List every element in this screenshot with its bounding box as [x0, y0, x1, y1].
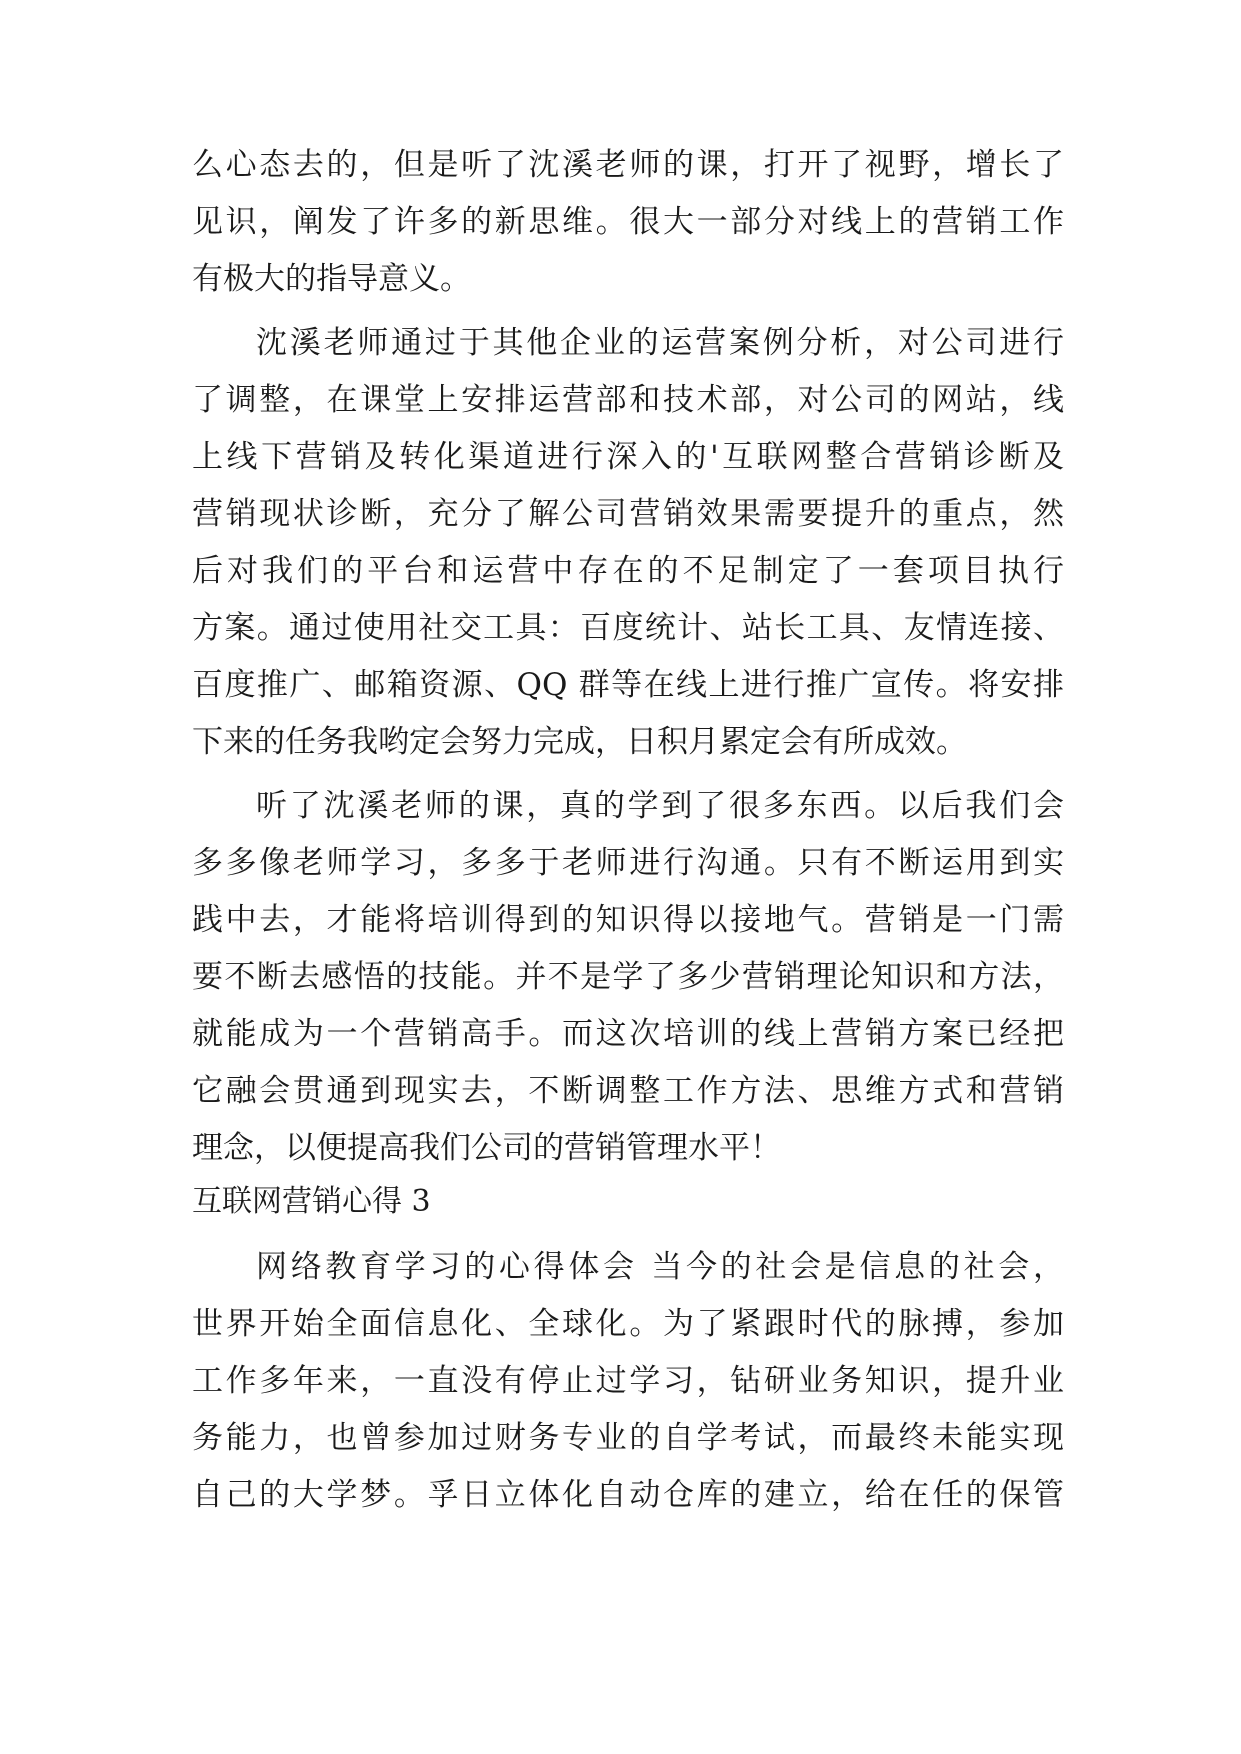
text-line: 了调整，在课堂上安排运营部和技术部，对公司的网站，线: [192, 382, 1064, 418]
text-line: 有极大的指导意义。: [192, 261, 471, 297]
paragraph-first-line: 沈溪老师通过于其他企业的运营案例分析，对公司进行: [256, 325, 1064, 361]
text-line: 理念，以便提高我们公司的营销管理水平！: [192, 1130, 781, 1166]
text-line: 践中去，才能将培训得到的知识得以接地气。营销是一门需: [192, 902, 1064, 938]
paragraph-first-line: 网络教育学习的心得体会 当今的社会是信息的社会，: [256, 1249, 1064, 1285]
text-line: 自己的大学梦。孚日立体化自动仓库的建立，给在任的保管: [192, 1477, 1064, 1513]
text-line: 就能成为一个营销高手。而这次培训的线上营销方案已经把: [192, 1016, 1064, 1052]
text-line: 工作多年来，一直没有停止过学习，钻研业务知识，提升业: [192, 1363, 1064, 1399]
paragraph-first-line: 听了沈溪老师的课，真的学到了很多东西。以后我们会: [256, 788, 1064, 824]
text-line: 要不断去感悟的技能。并不是学了多少营销理论知识和方法，: [192, 959, 1064, 995]
text-line: 上线下营销及转化渠道进行深入的'互联网整合营销诊断及: [192, 439, 1064, 475]
section-heading: 互联网营销心得 3: [192, 1184, 431, 1219]
text-line: 后对我们的平台和运营中存在的不足制定了一套项目执行: [192, 553, 1064, 589]
text-line: 营销现状诊断，充分了解公司营销效果需要提升的重点，然: [192, 496, 1064, 532]
text-line: 方案。通过使用社交工具：百度统计、站长工具、友情连接、: [192, 610, 1064, 646]
text-line: 见识，阐发了许多的新思维。很大一部分对线上的营销工作: [192, 204, 1064, 240]
text-line: 下来的任务我哟定会努力完成，日积月累定会有所成效。: [192, 724, 967, 760]
text-line: 它融会贯通到现实去，不断调整工作方法、思维方式和营销: [192, 1073, 1064, 1109]
text-line: 多多像老师学习，多多于老师进行沟通。只有不断运用到实: [192, 845, 1064, 881]
text-line: 么心态去的，但是听了沈溪老师的课，打开了视野，增长了: [192, 147, 1064, 183]
text-line: 百度推广、邮箱资源、QQ 群等在线上进行推广宣传。将安排: [192, 667, 1064, 703]
text-line: 世界开始全面信息化、全球化。为了紧跟时代的脉搏，参加: [192, 1306, 1064, 1342]
text-line: 务能力，也曾参加过财务专业的自学考试，而最终未能实现: [192, 1420, 1064, 1456]
